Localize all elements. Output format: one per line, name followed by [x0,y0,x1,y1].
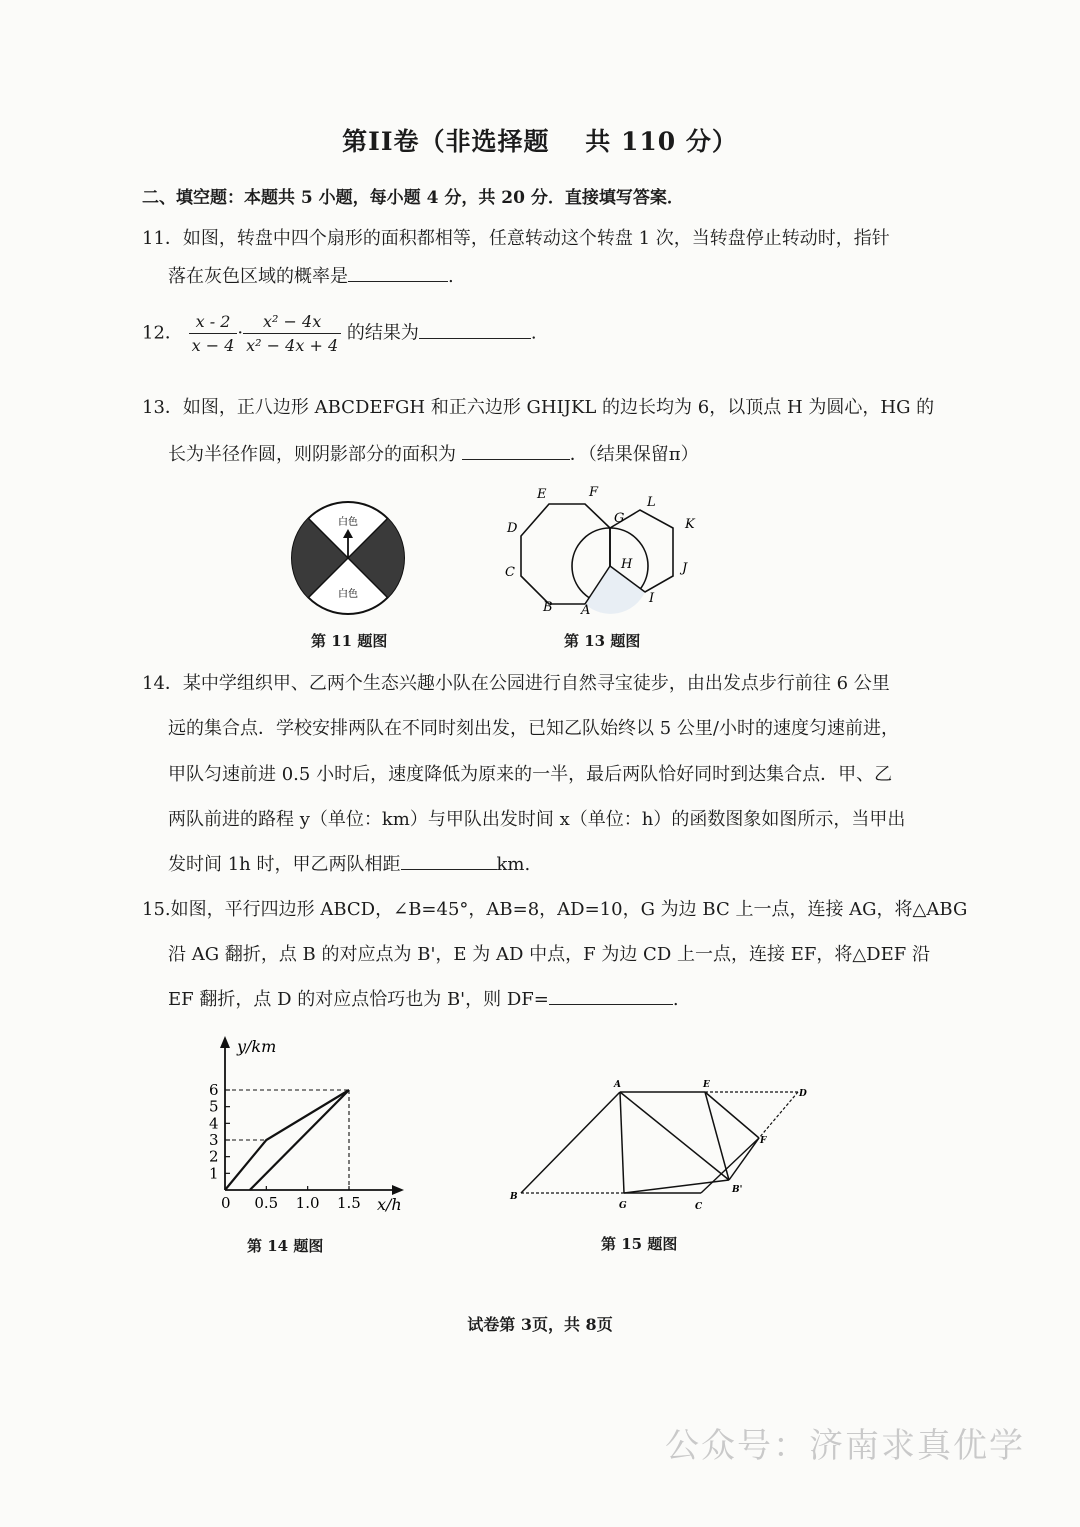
vertex-g: G [614,511,625,526]
y-tick-label-6: 6 [209,1081,219,1099]
x-axis-arrow [392,1185,404,1195]
q14-line3: 甲队匀速前进 0.5 小时后，速度降低为原来的一半，最后两队恰好同时到达集合点．甲、乙 [168,764,893,785]
q13-line2 [168,440,699,466]
point-b-prime: B' [732,1185,743,1195]
point-b: B [510,1192,518,1202]
q12-dot: · [237,322,244,344]
point-f: F [760,1136,767,1146]
caption-fig15: 第 15 题图 [601,1235,678,1253]
vertex-j: J [682,561,688,576]
answer-blank-12[interactable] [419,320,531,339]
point-c: C [695,1202,703,1212]
q12-line [142,312,537,355]
answer-blank-14[interactable] [401,851,497,870]
parallelogram-figure [505,1072,815,1212]
x-tick-label-1.0: 1.0 [295,1194,320,1212]
series-line-yi [250,1090,349,1190]
q14-line4: 两队前进的路程 y（单位：km）与甲队出发时间 x（单位：h）的函数图象如图所示，当甲出 [168,809,906,830]
x-tick-label-0.5: 0.5 [254,1194,279,1212]
vertex-d: D [507,521,518,536]
q13-text: 长为半径作圆，则阴影部分的面积为 [168,444,456,465]
q12-text: 的结果为 [346,322,419,344]
segment-fc [701,1138,759,1193]
label-white-top: 白色 [338,517,358,528]
q12-fraction-2: $\frac{\text{x² − 4x}}{\text{x² − 4x + 4}}$ [243,312,341,355]
q15-end: . [672,989,679,1010]
q14-text: 发时间 1h 时，甲乙两队相距 [168,854,401,875]
q14-line5 [168,850,530,876]
segment-fb-prime [729,1138,759,1180]
caption-fig11: 第 11 题图 [311,632,388,650]
q14-line2: 远的集合点．学校安排两队在不同时刻出发，已知乙队始终以 5 公里/小时的速度匀速前进， [168,718,899,739]
answer-blank-13[interactable] [462,441,570,460]
page-footer: 试卷第 3页，共 8页 [467,1315,613,1334]
point-a: A [614,1080,621,1090]
label-white-bottom: 白色 [338,589,358,600]
series-line-jia [225,1090,349,1190]
q12-end: . [530,322,537,344]
answer-blank-11[interactable] [348,263,448,282]
caption-fig14: 第 14 题图 [247,1237,324,1255]
vertex-b: B [543,600,553,615]
side-ab [521,1092,620,1193]
spinner-figure [288,498,408,618]
vertex-a: A [581,603,591,618]
origin-label: 0 [221,1194,231,1212]
segment-ef [705,1092,759,1138]
vertex-c: C [505,565,515,580]
q14-unit: km. [496,854,531,875]
caption-fig13: 第 13 题图 [564,632,641,650]
vertex-k: K [685,517,695,532]
y-tick-label-3: 3 [209,1131,219,1149]
y-tick-label-5: 5 [209,1097,219,1116]
section-heading: 二、填空题：本题共 5 小题，每小题 4 分，共 20 分．直接填写答案． [142,188,684,208]
q15-line2: 沿 AG 翻折，点 B 的对应点为 B'，E 为 AD 中点，F 为边 CD 上一点，连接 EF，将△DEF 沿 [168,944,930,965]
q13-note: ．（结果保留π） [569,444,699,465]
point-e: E [703,1080,710,1090]
vertex-h: H [621,557,633,572]
vertex-l: L [647,495,656,510]
answer-blank-15[interactable] [549,986,673,1005]
segment-ag [620,1092,624,1193]
segment-ab-prime [620,1092,729,1180]
x-axis-label: x/h [377,1195,402,1214]
x-tick-label-1.5: 1.5 [337,1194,361,1212]
y-tick-label-1: 1 [209,1164,219,1183]
q11-end: . [448,266,454,287]
point-d: D [799,1089,807,1099]
q14-line1: 14．某中学组织甲、乙两个生态兴趣小队在公园进行自然寻宝徒步，由出发点步行前往 6 公里 [142,673,890,694]
q12-fraction-1: $\frac{x - 2}{x - 4}$ [189,312,238,355]
distance-time-graph [195,1030,425,1225]
octagon-hexagon-figure [495,480,715,620]
watermark: 公众号：济南求真优学 [665,1426,1025,1466]
segment-df-dashed [759,1092,798,1138]
segment-gb-prime [624,1180,729,1193]
vertex-f: F [589,485,599,500]
y-axis-arrow [220,1036,230,1048]
q12-number: 12． [142,322,183,344]
q11-text: 落在灰色区域的概率是 [168,266,348,287]
vertex-i: I [649,591,655,606]
q15-line1: 15.如图，平行四边形 ABCD，∠B=45°，AB=8，AD=10，G 为边 BC 上一点，连接 AG，将△ABG [142,899,968,920]
y-tick-label-2: 2 [209,1147,219,1166]
y-axis-label: y/km [237,1037,277,1056]
q11-line1: 11．如图，转盘中四个扇形的面积都相等，任意转动这个转盘 1 次，当转盘停止转动时，指针 [142,228,890,249]
q15-text: EF 翻折，点 D 的对应点恰巧也为 B'，则 DF= [168,989,549,1010]
q15-line3 [168,985,679,1011]
q11-line2 [168,262,454,288]
page-title: 第II卷（非选择题 共 110 分） [342,127,738,156]
y-tick-label-4: 4 [209,1114,219,1133]
point-g: G [619,1201,627,1211]
vertex-e: E [537,487,547,502]
segment-eb-prime [705,1092,729,1180]
q13-line1: 13．如图，正八边形 ABCDEFGH 和正六边形 GHIJKL 的边长均为 6，以顶点 H 为圆心，HG 的 [142,397,935,418]
